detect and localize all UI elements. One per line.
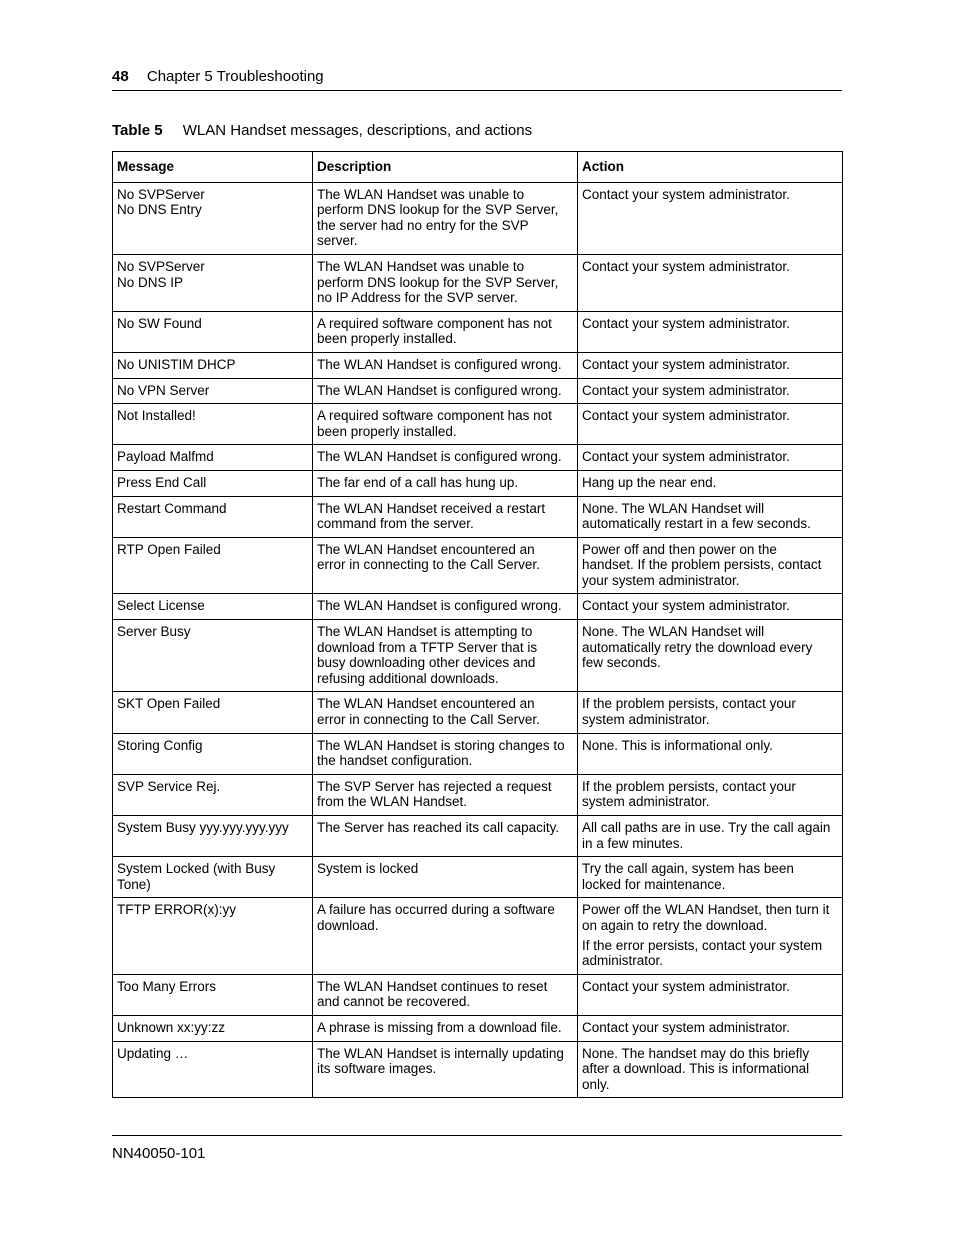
- description-cell-line: command from the server.: [317, 516, 474, 532]
- description-cell: [313, 594, 578, 620]
- description-cell: [313, 898, 578, 974]
- table-row: [113, 733, 843, 774]
- description-cell-line: The Server has reached its call capacity.: [317, 820, 560, 835]
- description-cell-line: The WLAN Handset is internally updating: [317, 1045, 564, 1061]
- message-cell-line: No UNISTIM DHCP: [117, 356, 236, 372]
- action-cell-line: Contact your system administrator.: [582, 258, 790, 274]
- message-cell-line: Tone): [117, 876, 151, 892]
- table-row: [113, 594, 843, 620]
- message-cell-line: SKT Open Failed: [117, 696, 221, 712]
- action-cell: [578, 774, 843, 815]
- table-body: [113, 182, 843, 1098]
- description-cell-line: The WLAN Handset is attempting to: [317, 624, 533, 640]
- action-cell-line: None. This is informational only.: [582, 737, 773, 753]
- description-cell: [313, 733, 578, 774]
- description-cell-line: error in connecting to the Call Server.: [317, 557, 540, 573]
- description-cell: [313, 1041, 578, 1098]
- message-cell: [113, 733, 313, 774]
- table-row: [113, 1015, 843, 1041]
- message-cell-line: Unknown xx:yy:zz: [117, 1019, 226, 1035]
- action-cell: [578, 378, 843, 404]
- table-row: [113, 404, 843, 445]
- message-cell-line: SVP Service Rej.: [117, 778, 221, 794]
- action-cell-line: in a few minutes.: [582, 835, 684, 851]
- action-cell-line: All call paths are in use. Try the call again: [582, 820, 831, 835]
- message-cell-line: Updating …: [117, 1045, 189, 1061]
- message-cell: [113, 1015, 313, 1041]
- action-cell-line: after a download. This is informational: [582, 1061, 810, 1077]
- message-cell-line: Server Busy: [117, 624, 191, 640]
- description-cell-line: A failure has occurred during a software: [317, 902, 555, 918]
- table-row: [113, 496, 843, 537]
- description-cell: [313, 816, 578, 857]
- message-cell-line: Too Many Errors: [117, 978, 217, 994]
- message-cell: [113, 378, 313, 404]
- action-cell-line: None. The handset may do this briefly: [582, 1045, 810, 1061]
- message-cell: [113, 496, 313, 537]
- table-header-row: [113, 152, 843, 183]
- action-cell-line: few seconds.: [582, 655, 661, 671]
- description-cell-line: The WLAN Handset is configured wrong.: [317, 356, 562, 372]
- action-cell-line: None. The WLAN Handset will: [582, 624, 765, 640]
- description-cell: [313, 1015, 578, 1041]
- description-cell-line: server.: [317, 233, 358, 249]
- description-cell-line: The WLAN Handset is storing changes to: [317, 737, 565, 753]
- table-row: [113, 470, 843, 496]
- description-cell-line: The WLAN Handset is configured wrong.: [317, 598, 562, 614]
- description-cell-line: error in connecting to the Call Server.: [317, 712, 540, 728]
- message-cell: [113, 620, 313, 692]
- action-cell: [578, 733, 843, 774]
- description-cell: [313, 445, 578, 471]
- message-cell: [113, 537, 313, 594]
- table-row: [113, 898, 843, 974]
- column-header-action: Action: [578, 152, 843, 183]
- table-caption: [112, 122, 532, 140]
- action-cell-line: Contact your system administrator.: [582, 978, 790, 994]
- action-cell-line: Contact your system administrator.: [582, 449, 790, 465]
- description-cell: [313, 496, 578, 537]
- message-cell-line: Storing Config: [117, 737, 203, 753]
- message-cell: [113, 182, 313, 254]
- action-cell: [578, 352, 843, 378]
- description-cell-line: The WLAN Handset was unable to: [317, 186, 525, 202]
- description-cell-line: no IP Address for the SVP server.: [317, 290, 518, 306]
- message-cell-line: RTP Open Failed: [117, 541, 221, 557]
- table-row: [113, 857, 843, 898]
- description-cell-line: busy downloading other devices and: [317, 655, 536, 671]
- action-cell: [578, 857, 843, 898]
- message-cell: [113, 470, 313, 496]
- action-cell-line: your system administrator.: [582, 572, 740, 588]
- message-cell: [113, 1041, 313, 1098]
- action-cell: [578, 594, 843, 620]
- description-cell: [313, 378, 578, 404]
- description-cell: [313, 352, 578, 378]
- table-row: [113, 620, 843, 692]
- action-cell-line: Contact your system administrator.: [582, 1019, 790, 1035]
- document-id: NN40050-101: [112, 1145, 206, 1162]
- action-cell-line: only.: [582, 1076, 610, 1092]
- action-cell-line: Contact your system administrator.: [582, 598, 790, 614]
- table-label: Table 5: [112, 122, 163, 139]
- description-cell-line: The WLAN Handset is configured wrong.: [317, 382, 562, 398]
- action-cell-line: administrator.: [582, 953, 664, 969]
- description-cell-line: been properly installed.: [317, 331, 457, 347]
- message-cell-line: No SVPServer: [117, 258, 205, 274]
- table-row: [113, 692, 843, 733]
- action-cell-line: system administrator.: [582, 712, 710, 728]
- message-cell: [113, 692, 313, 733]
- description-cell-line: from the WLAN Handset.: [317, 794, 468, 810]
- message-cell: [113, 254, 313, 311]
- description-cell-line: A phrase is missing from a download file.: [317, 1019, 562, 1035]
- page-header: [112, 68, 842, 91]
- action-cell-line: Contact your system administrator.: [582, 408, 790, 424]
- column-header-message: Message: [113, 152, 313, 183]
- action-cell-line: Hang up the near end.: [582, 474, 717, 490]
- description-cell: [313, 974, 578, 1015]
- description-cell-line: the server had no entry for the SVP: [317, 217, 529, 233]
- action-cell-line: Try the call again, system has been: [582, 861, 794, 877]
- description-cell-line: been properly installed.: [317, 423, 457, 439]
- action-cell-line: automatically retry the download every: [582, 639, 813, 655]
- table-row: [113, 974, 843, 1015]
- description-cell: [313, 404, 578, 445]
- description-cell: [313, 254, 578, 311]
- action-cell: [578, 470, 843, 496]
- message-cell: [113, 774, 313, 815]
- table-row: [113, 445, 843, 471]
- action-cell: [578, 692, 843, 733]
- description-cell-line: A required software component has not: [317, 315, 552, 331]
- description-cell-line: A required software component has not: [317, 408, 552, 424]
- description-cell: [313, 774, 578, 815]
- page-number: 48: [112, 68, 129, 85]
- action-cell: [578, 404, 843, 445]
- description-cell: [313, 470, 578, 496]
- table-row: [113, 311, 843, 352]
- action-cell: [578, 898, 843, 974]
- action-cell: [578, 1015, 843, 1041]
- description-cell: [313, 692, 578, 733]
- message-cell-line: System Locked (with Busy: [117, 861, 276, 877]
- message-cell-line: No DNS Entry: [117, 202, 202, 218]
- message-cell: [113, 594, 313, 620]
- action-cell: [578, 182, 843, 254]
- message-cell: [113, 857, 313, 898]
- table-row: [113, 182, 843, 254]
- description-cell-line: refusing additional downloads.: [317, 670, 499, 686]
- message-cell-line: No VPN Server: [117, 382, 210, 398]
- action-cell: [578, 537, 843, 594]
- action-cell: [578, 445, 843, 471]
- table-row: [113, 378, 843, 404]
- description-cell-line: perform DNS lookup for the SVP Server,: [317, 274, 559, 290]
- message-cell: [113, 404, 313, 445]
- table-row: [113, 537, 843, 594]
- description-cell-line: its software images.: [317, 1061, 437, 1077]
- message-cell: [113, 445, 313, 471]
- table-row: [113, 1041, 843, 1098]
- action-cell-line: Contact your system administrator.: [582, 315, 790, 331]
- message-cell-line: System Busy yyy.yyy.yyy.yyy: [117, 820, 289, 835]
- action-cell-line: If the problem persists, contact your: [582, 696, 796, 712]
- table-row: [113, 352, 843, 378]
- message-cell-line: Press End Call: [117, 474, 207, 490]
- action-cell-line: Power off and then power on the: [582, 541, 777, 557]
- message-cell: [113, 311, 313, 352]
- messages-table: [112, 151, 843, 1098]
- action-cell-line: None. The WLAN Handset will: [582, 500, 765, 516]
- description-cell-line: The SVP Server has rejected a request: [317, 778, 552, 794]
- description-cell-line: The far end of a call has hung up.: [317, 474, 519, 490]
- description-cell-line: download.: [317, 917, 379, 933]
- action-cell-line: If the problem persists, contact your: [582, 778, 796, 794]
- action-cell-line: on again to retry the download.: [582, 917, 768, 933]
- description-cell-line: The WLAN Handset was unable to: [317, 258, 525, 274]
- description-cell: [313, 620, 578, 692]
- description-cell-line: The WLAN Handset received a restart: [317, 500, 546, 516]
- description-cell-line: The WLAN Handset encountered an: [317, 541, 535, 557]
- message-cell-line: No DNS IP: [117, 274, 184, 290]
- description-cell-line: System is locked: [317, 861, 419, 877]
- message-cell-line: TFTP ERROR(x):yy: [117, 902, 236, 918]
- action-cell-line: Contact your system administrator.: [582, 382, 790, 398]
- column-header-description: Description: [313, 152, 578, 183]
- message-cell: [113, 352, 313, 378]
- message-cell-line: Restart Command: [117, 500, 227, 516]
- message-cell: [113, 816, 313, 857]
- description-cell-line: The WLAN Handset continues to reset: [317, 978, 548, 994]
- table-row: [113, 774, 843, 815]
- description-cell-line: the handset configuration.: [317, 753, 473, 769]
- description-cell: [313, 182, 578, 254]
- description-cell: [313, 857, 578, 898]
- description-cell-line: The WLAN Handset is configured wrong.: [317, 449, 562, 465]
- description-cell: [313, 311, 578, 352]
- description-cell: [313, 537, 578, 594]
- action-cell-line: If the error persists, contact your system: [582, 937, 823, 953]
- action-cell: [578, 311, 843, 352]
- page-footer: [112, 1135, 842, 1163]
- action-cell: [578, 1041, 843, 1098]
- action-cell: [578, 816, 843, 857]
- action-cell-line: Contact your system administrator.: [582, 186, 790, 202]
- description-cell-line: The WLAN Handset encountered an: [317, 696, 535, 712]
- message-cell: [113, 974, 313, 1015]
- table-row: [113, 254, 843, 311]
- description-cell-line: download from a TFTP Server that is: [317, 639, 538, 655]
- action-cell: [578, 496, 843, 537]
- action-cell-line: handset. If the problem persists, contact: [582, 557, 822, 573]
- message-cell-line: No SW Found: [117, 315, 202, 331]
- description-cell-line: and cannot be recovered.: [317, 994, 471, 1010]
- message-cell-line: Payload Malfmd: [117, 449, 214, 465]
- action-cell-line: Contact your system administrator.: [582, 356, 790, 372]
- action-cell: [578, 254, 843, 311]
- message-cell-line: Select License: [117, 598, 205, 614]
- action-cell: [578, 974, 843, 1015]
- action-cell-line: locked for maintenance.: [582, 876, 726, 892]
- action-cell-line: automatically restart in a few seconds.: [582, 516, 811, 532]
- message-cell-line: Not Installed!: [117, 408, 196, 424]
- action-cell: [578, 620, 843, 692]
- action-cell-line: Power off the WLAN Handset, then turn it: [582, 902, 830, 918]
- message-cell-line: No SVPServer: [117, 186, 205, 202]
- message-cell: [113, 898, 313, 974]
- description-cell-line: perform DNS lookup for the SVP Server,: [317, 202, 559, 218]
- action-cell-line: system administrator.: [582, 794, 710, 810]
- table-title: WLAN Handset messages, descriptions, and actions: [182, 122, 533, 139]
- chapter-title: Chapter 5 Troubleshooting: [146, 68, 324, 85]
- table-row: [113, 816, 843, 857]
